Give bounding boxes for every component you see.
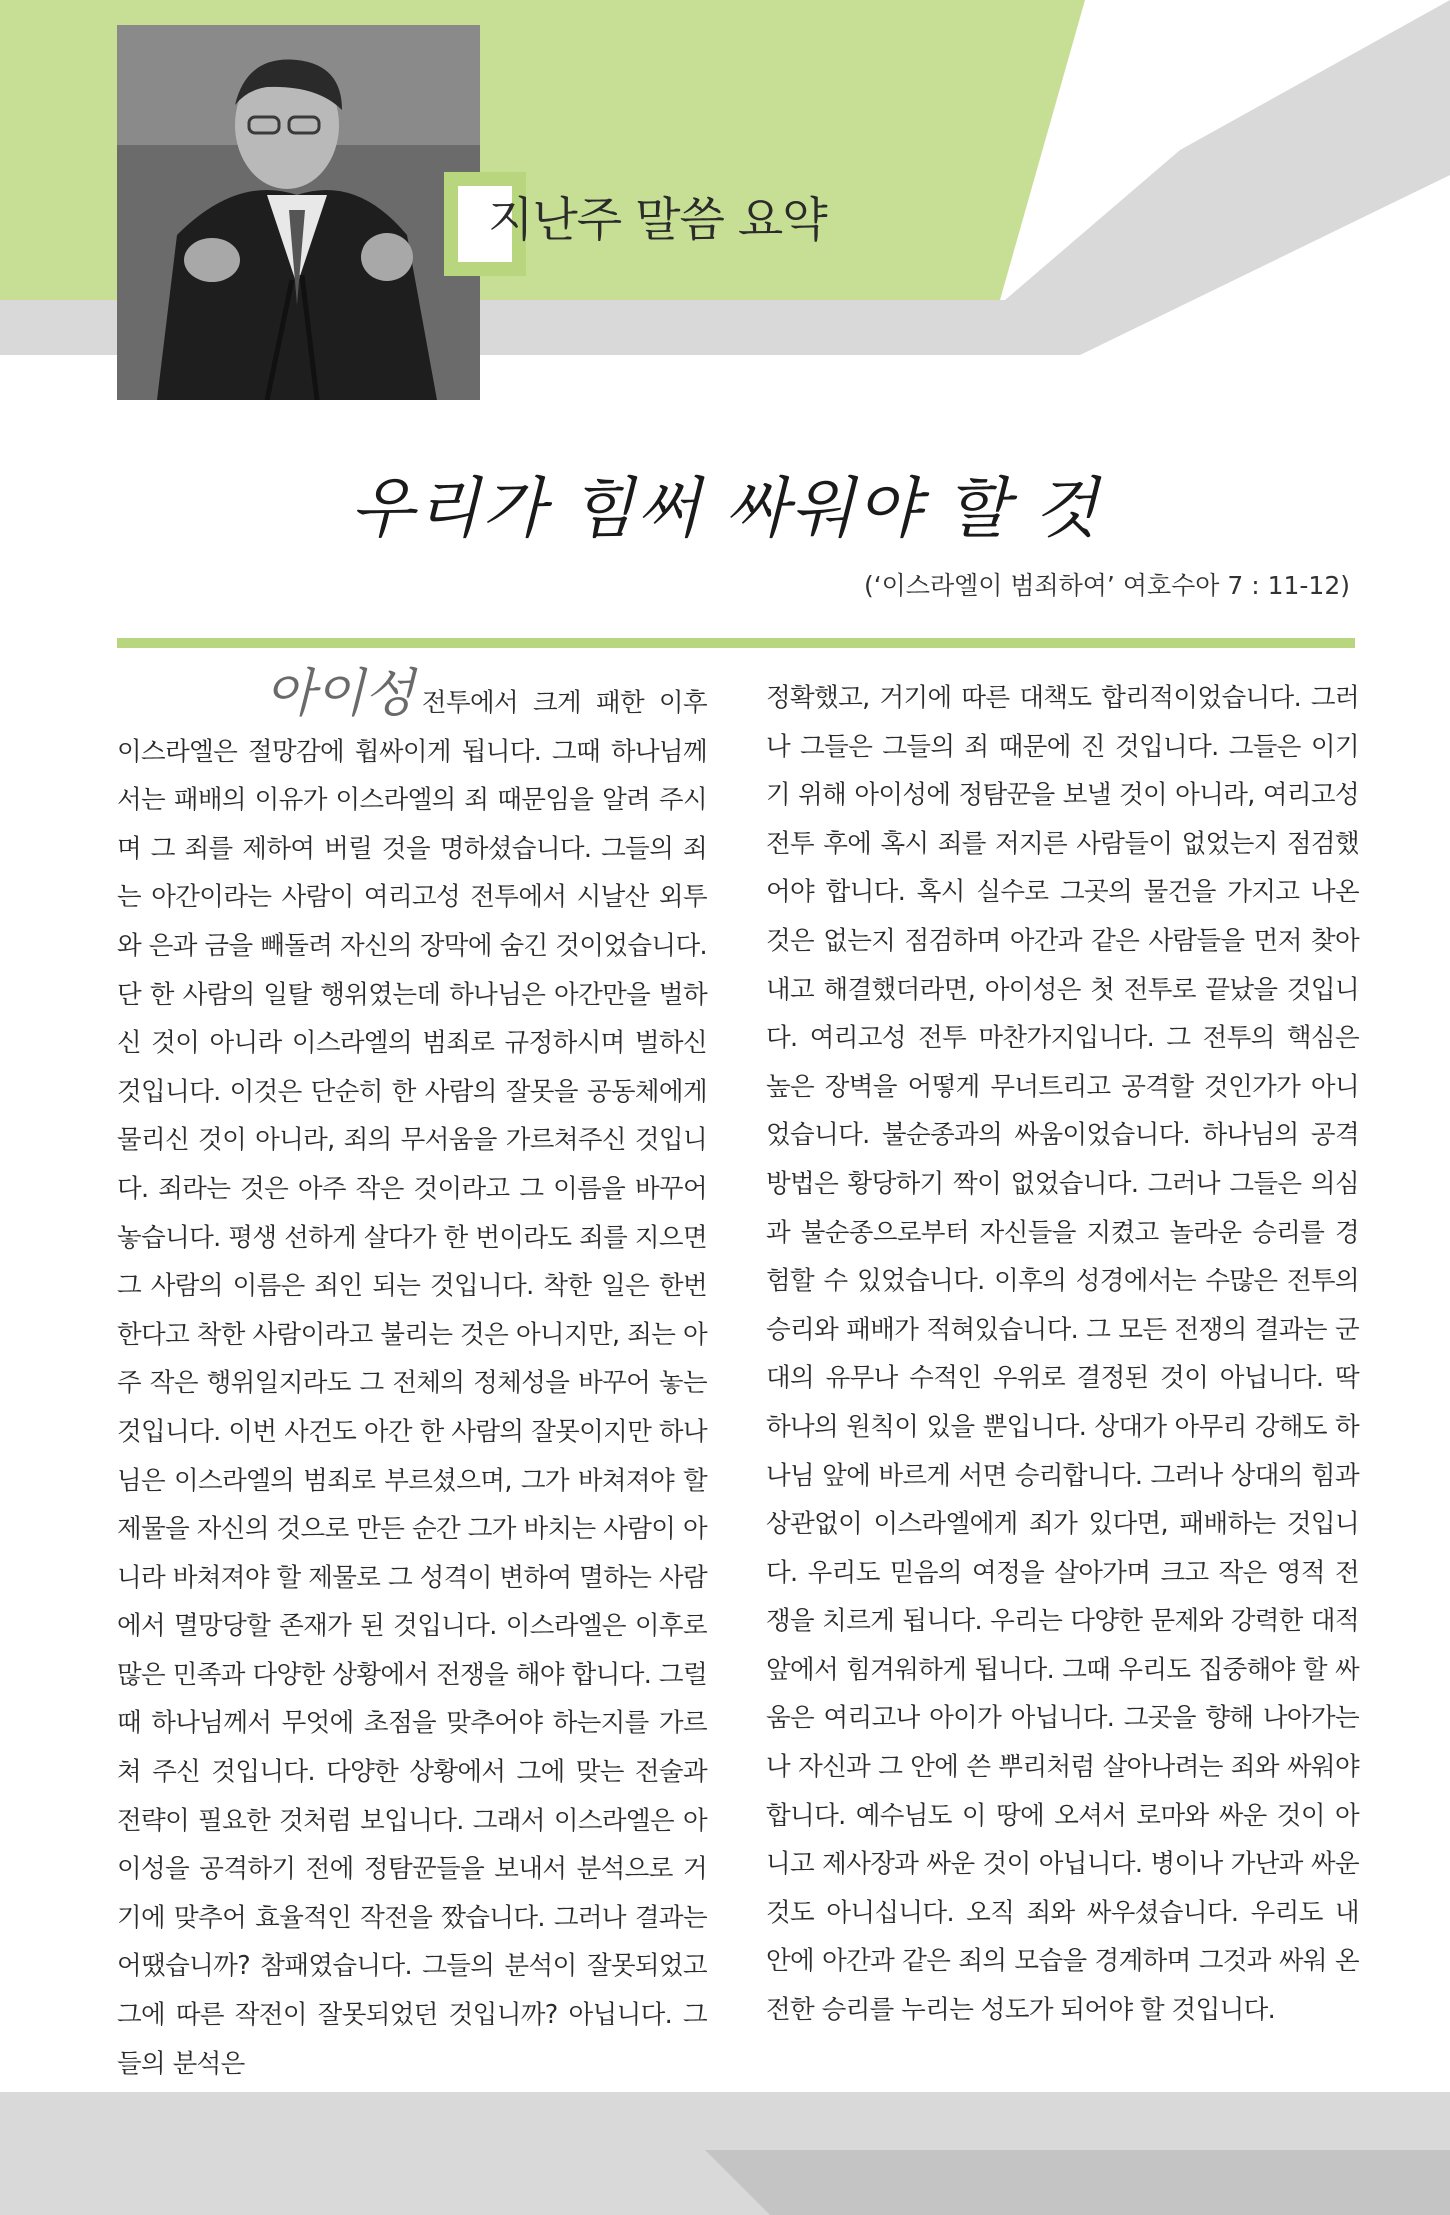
- speaker-photo-image: [117, 25, 480, 400]
- right-column-text: 정확했고, 거기에 따른 대책도 합리적이었습니다. 그러나 그들은 그들의 죄 때문에 진 것입니다. 그들은 이기기 위해 아이성에 정탐꾼을 보낼 것이 아니라, 여리고성 전투 후에 혹시 죄를 저지른 사람들이 없었는지 점검했어야 합니다. 혹시 실수로 그곳의 물건을 가지고 나온 것은 없는지 점검하며 아간과 같은 사람들을 먼저 찾아내고 해결했더라면, 아이성은 첫 전투로 끝났을 것입니다. 여리고성 전투 마찬가지입니다. 그 전투의 핵심은 높은 장벽을 어떻게 무너트리고 공격할 것인가가 아니었습니다. 불순종과의 싸움이었습니다. 하나님의 공격 방법은 황당하기 짝이 없었습니다. 그러나 그들은 의심과 불순종으로부터 자신들을 지켰고 놀라운 승리를 경험할 수 있었습니다. 이후의 성경에서는 수많은 전투의 승리와 패배가 적혀있습니다. 그 모든 전쟁의 결과는 군대의 유무나 수적인 우위로 결정된 것이 아닙니다. 딱 하나의 원칙이 있을 뿐입니다. 상대가 아무리 강해도 하나님 앞에 바르게 서면 승리합니다. 그러나 상대의 힘과 상관없이 이스라엘에게 죄가 있다면, 패배하는 것입니다. 우리도 믿음의 여정을 살아가며 크고 작은 영적 전쟁을 치르게 됩니다. 우리는 다양한 문제와 강력한 대적 앞에서 힘겨워하게 됩니다. 그때 우리도 집중해야 할 싸움은 여리고나 아이가 아닙니다. 그곳을 향해 나아가는 나 자신과 그 안에 쓴 뿌리처럼 살아나려는 죄와 싸워야 합니다. 예수님도 이 땅에 오셔서 로마와 싸운 것이 아니고 제사장과 싸운 것이 아닙니다. 병이나 가난과 싸운 것도 아니십니다. 오직 죄와 싸우셨습니다. 우리도 내 안에 아간과 같은 죄의 모습을 경계하며 그것과 싸워 온전한 승리를 누리는 성도가 되어야 할 것입니다.: [766, 683, 1359, 2026]
- left-column-text: 전투에서 크게 패한 이후 이스라엘은 절망감에 휩싸이게 됩니다. 그때 하나님께서는 패배의 이유가 이스라엘의 죄 때문임을 알려 주시며 그 죄를 제하여 버릴 것을 명하셨습니다. 그들의 죄는 아간이라는 사람이 여리고성 전투에서 시날산 외투와 은과 금을 빼돌려 자신의 장막에 숨긴 것이었습니다. 단 한 사람의 일탈 행위였는데 하나님은 아간만을 벌하신 것이 아니라 이스라엘의 범죄로 규정하시며 벌하신 것입니다. 이것은 단순히 한 사람의 잘못을 공동체에게 물리신 것이 아니라, 죄의 무서움을 가르쳐주신 것입니다. 죄라는 것은 아주 작은 것이라고 그 이름을 바꾸어 놓습니다. 평생 선하게 살다가 한 번이라도 죄를 지으면 그 사람의 이름은 죄인 되는 것입니다. 착한 일은 한번 한다고 착한 사람이라고 불리는 것은 아니지만, 죄는 아주 작은 행위일지라도 그 전체의 정체성을 바꾸어 놓는 것입니다. 이번 사건도 아간 한 사람의 잘못이지만 하나님은 이스라엘의 범죄로 부르셨으며, 그가 바쳐져야 할 제물을 자신의 것으로 만든 순간 그가 바치는 사람이 아니라 바쳐져야 할 제물로 그 성격이 변하여 멸하는 사람에서 멸망당할 존재가 된 것입니다. 이스라엘은 이후로 많은 민족과 다양한 상황에서 전쟁을 해야 합니다. 그럴 때 하나님께서 무엇에 초점을 맞추어야 하는지를 가르쳐 주신 것입니다. 다양한 상황에서 그에 맞는 전술과 전략이 필요한 것처럼 보입니다. 그래서 이스라엘은 아이성을 공격하기 전에 정탐꾼들을 보내서 분석으로 거기에 맞추어 효율적인 작전을 짰습니다. 그러나 결과는 어땠습니까? 참패였습니다. 그들의 분석이 잘못되었고 그에 따른 작전이 잘못되었던 것입니까? 아닙니다. 그들의 분석은: [117, 688, 707, 2079]
- body-column-left: [117, 664, 707, 2088]
- section-label: 지난주 말씀 요약: [488, 193, 827, 248]
- speaker-photo: [117, 25, 480, 400]
- sermon-title: 우리가 힘써 싸워야 할 것: [350, 470, 1100, 547]
- title-divider: [117, 638, 1355, 648]
- scripture-reference: (‘이스라엘이 범죄하여’ 여호수아 7 : 11-12): [863, 571, 1350, 600]
- bottom-dark-wedge: [705, 2150, 1450, 2215]
- body-column-right: [766, 674, 1359, 2035]
- lead-word: 아이성: [265, 664, 414, 724]
